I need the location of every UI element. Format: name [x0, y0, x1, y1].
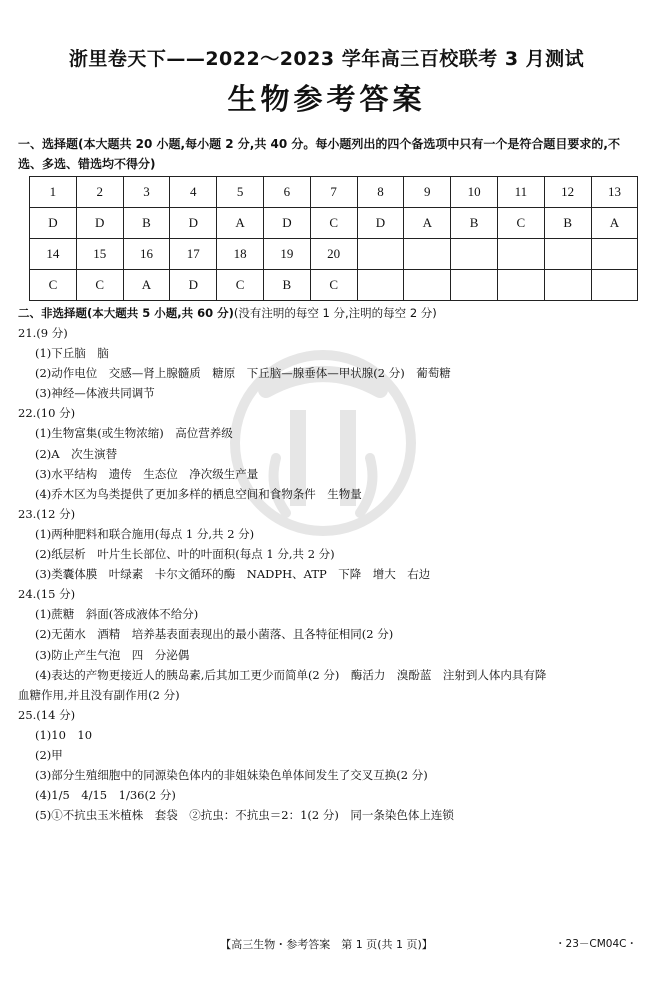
answer-cell: C: [76, 270, 123, 301]
answer-row: [30, 208, 638, 239]
answer-cell: C: [30, 270, 77, 301]
section2-note: (没有注明的每空 1 分,注明的每空 2 分): [233, 306, 437, 320]
answer-row: [30, 270, 638, 301]
answer-cell: [451, 270, 498, 301]
question-number-cell: 17: [170, 239, 217, 270]
question-number-cell: [544, 239, 591, 270]
answer-line: (3)类囊体膜 叶绿素 卡尔文循环的酶 NADPH、ATP 下降 增大 右边: [35, 567, 431, 582]
answer-cell: B: [263, 270, 310, 301]
question-number-row: [30, 177, 638, 208]
answer-line: (5)①不抗虫玉米植株 套袋 ②抗虫：不抗虫＝2：1(2 分) 同一条染色体上连锁: [35, 808, 454, 823]
answer-cell: [591, 270, 638, 301]
answer-line: (4)乔木区为鸟类提供了更加多样的栖息空间和食物条件 生物量: [35, 486, 362, 501]
answer-cell: D: [170, 208, 217, 239]
answer-line: (3)防止产生气泡 四 分泌偶: [35, 647, 190, 662]
question-number-cell: 12: [544, 177, 591, 208]
answer-line: (3)部分生殖细胞中的同源染色体内的非姐妹染色单体间发生了交叉互换(2 分): [35, 768, 428, 783]
question-block: [18, 705, 640, 826]
answer-cell: [404, 270, 451, 301]
question-number-cell: 7: [310, 177, 357, 208]
question-number-cell: [591, 239, 638, 270]
answer-table: [29, 176, 638, 301]
question-block: [18, 323, 640, 403]
answer-line: (1)生物富集(或生物浓缩) 高位营养级: [35, 426, 233, 441]
question-number-cell: 2: [76, 177, 123, 208]
question-number-cell: 18: [217, 239, 264, 270]
question-header: 21.(9 分): [18, 326, 68, 340]
answer-cell: [357, 270, 404, 301]
answer-cell: A: [591, 208, 638, 239]
answer-line: (1)10 10: [35, 727, 93, 742]
question-number-cell: 14: [30, 239, 77, 270]
page-subtitle: 生物参考答案: [227, 82, 426, 116]
section1-instructions: 一、选择题(本大题共 20 小题,每小题 2 分,共 40 分。每小题列出的四个备选项中只有一个是符合题目要求的,不选、多选、错选均不得分): [18, 137, 620, 171]
answer-cell: C: [310, 208, 357, 239]
page-title: 浙里卷天下——2022～2023 学年高三百校联考 3 月测试: [68, 48, 585, 70]
answer-cell: D: [76, 208, 123, 239]
answer-line: (3)神经—体液共同调节: [35, 386, 155, 401]
answer-cell: C: [310, 270, 357, 301]
answer-line: (2)A 次生演替: [35, 446, 118, 461]
question-number-cell: 9: [404, 177, 451, 208]
answer-line: (3)水平结构 遗传 生态位 净次级生产量: [35, 466, 259, 481]
question-number-cell: [357, 239, 404, 270]
answer-cell: C: [497, 208, 544, 239]
footer-page-info: 【高三生物・参考答案 第 1 页(共 1 页)】: [220, 938, 433, 951]
question-number-cell: 13: [591, 177, 638, 208]
answer-cell: D: [30, 208, 77, 239]
question-number-cell: 19: [263, 239, 310, 270]
question-number-cell: [451, 239, 498, 270]
question-number-cell: 6: [263, 177, 310, 208]
answer-cell: D: [263, 208, 310, 239]
question-number-row: [30, 239, 638, 270]
section2-title: 二、非选择题(本大题共 5 小题,共 60 分): [18, 306, 234, 320]
answer-line: (1)两种肥料和联合施用(每点 1 分,共 2 分): [35, 526, 255, 541]
section2-heading: [18, 303, 640, 323]
answer-cell: B: [544, 208, 591, 239]
answer-cell: D: [170, 270, 217, 301]
question-header: 25.(14 分): [18, 707, 76, 722]
answer-cell: D: [357, 208, 404, 239]
question-number-cell: [497, 239, 544, 270]
question-number-cell: 8: [357, 177, 404, 208]
answer-cell: A: [123, 270, 170, 301]
answers-section: [18, 323, 640, 825]
answer-line: (2)无菌水 酒精 培养基表面表现出的最小菌落、且各特征相同(2 分): [35, 627, 394, 642]
answer-line: (1)蔗糖 斜面(答成液体不给分): [35, 607, 199, 622]
question-number-cell: 16: [123, 239, 170, 270]
question-number-cell: 11: [497, 177, 544, 208]
answer-cell: C: [217, 270, 264, 301]
answer-cell: [497, 270, 544, 301]
question-block: [18, 504, 640, 584]
answer-line: (2)甲: [35, 747, 63, 762]
answer-line: (4)表达的产物更接近人的胰岛素,后其加工更少而简单(2 分) 酶活力 溴酚蓝 注射到人体内具有降: [35, 667, 547, 682]
answer-line: (4)1/5 4/15 1/36(2 分): [35, 788, 176, 803]
question-number-cell: [404, 239, 451, 270]
answer-cell: B: [451, 208, 498, 239]
question-block: [18, 584, 640, 705]
answer-cell: A: [404, 208, 451, 239]
question-number-cell: 20: [310, 239, 357, 270]
question-number-cell: 1: [30, 177, 77, 208]
question-block: [18, 403, 640, 503]
question-header: 24.(15 分): [18, 587, 76, 602]
question-number-cell: 10: [451, 177, 498, 208]
question-number-cell: 3: [123, 177, 170, 208]
answer-cell: B: [123, 208, 170, 239]
answer-cell: A: [217, 208, 264, 239]
answer-line: (2)动作电位 交感—肾上腺髓质 糖原 下丘脑—腺垂体—甲状腺(2 分) 葡萄糖: [35, 366, 451, 381]
question-header: 22.(10 分): [18, 406, 76, 421]
question-number-cell: 15: [76, 239, 123, 270]
answer-line: (1)下丘脑 脑: [35, 346, 109, 361]
answer-line: 血糖作用,并且没有副作用(2 分): [18, 687, 180, 702]
footer-code: ・23－CM04C・: [555, 938, 637, 950]
answer-line: (2)纸层析 叶片生长部位、叶的叶面积(每点 1 分,共 2 分): [35, 547, 335, 562]
answer-cell: [544, 270, 591, 301]
question-number-cell: 5: [217, 177, 264, 208]
question-header: 23.(12 分): [18, 506, 76, 521]
question-number-cell: 4: [170, 177, 217, 208]
